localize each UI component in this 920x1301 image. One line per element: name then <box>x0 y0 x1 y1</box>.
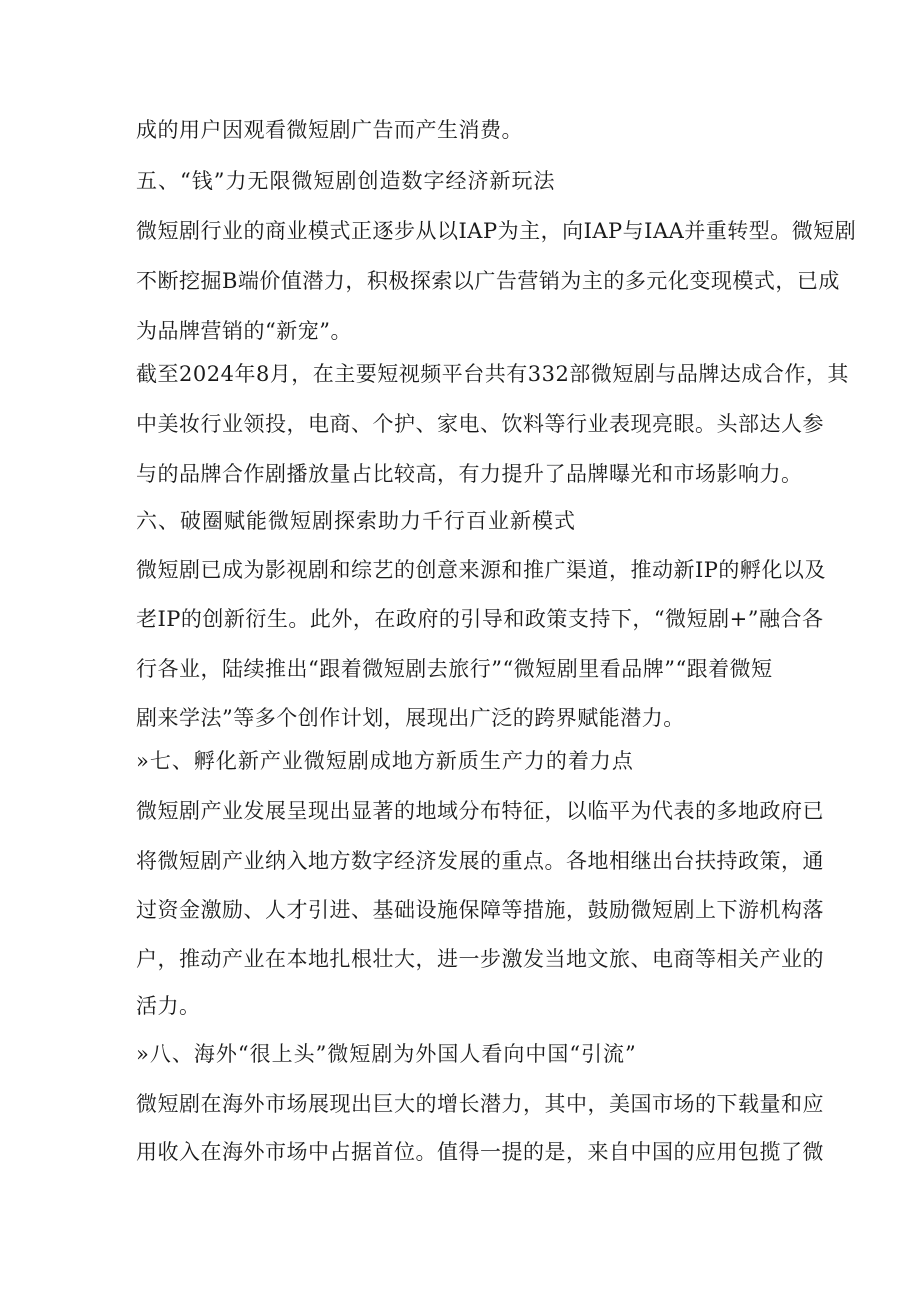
text-line: 与的品牌合作剧播放量占比较高，有力提升了品牌曝光和市场影响力。 <box>136 462 803 486</box>
text-line: 微短剧行业的商业模式正逐步从以IAP为主，向IAP与IAA并重转型。微短剧 <box>136 219 857 243</box>
text-line: 行各业，陆续推出“跟着微短剧去旅行”“微短剧里看品牌”“跟着微短 <box>136 657 773 681</box>
text-line: 老IP的创新衍生。此外，在政府的引导和政策支持下，“微短剧+”融合各 <box>136 607 824 631</box>
text-line: 将微短剧产业纳入地方数字经济发展的重点。各地相继出台扶持政策，通 <box>136 849 824 873</box>
text-line: 过资金激励、人才引进、基础设施保障等措施，鼓励微短剧上下游机构落 <box>136 898 824 922</box>
text-line: 不断挖掘B端价值潜力，积极探索以广告营销为主的多元化变现模式，已成 <box>136 269 840 293</box>
section-heading: »八、海外“很上头”微短剧为外国人看向中国“引流” <box>136 1042 637 1066</box>
text-line: 用收入在海外市场中占据首位。值得一提的是，来自中国的应用包揽了微 <box>136 1140 824 1164</box>
section-heading: 五、“钱”力无限微短剧创造数字经济新玩法 <box>136 169 556 193</box>
text-line: 成的用户因观看微短剧广告而产生消费。 <box>136 118 523 142</box>
text-line: 为品牌营销的“新宠”。 <box>136 319 352 343</box>
text-line: 微短剧已成为影视剧和综艺的创意来源和推广渠道，推动新IP的孵化以及 <box>136 558 826 582</box>
text-line: 截至2024年8月，在主要短视频平台共有332部微短剧与品牌达成合作，其 <box>136 362 849 386</box>
text-line: 户，推动产业在本地扎根壮大，进一步激发当地文旅、电商等相关产业的 <box>136 947 824 971</box>
text-line: 活力。 <box>136 994 201 1018</box>
text-line: 中美妆行业领投，电商、个护、家电、饮料等行业表现亮眼。头部达人参 <box>136 412 824 436</box>
section-heading: »七、孵化新产业微短剧成地方新质生产力的着力点 <box>136 749 634 773</box>
section-heading: 六、破圈赋能微短剧探索助力千行百业新模式 <box>136 509 576 533</box>
text-line: 微短剧产业发展呈现出显著的地域分布特征，以临平为代表的多地政府已 <box>136 799 824 823</box>
text-line: 微短剧在海外市场展现出巨大的增长潜力，其中，美国市场的下载量和应 <box>136 1092 824 1116</box>
text-line: 剧来学法”等多个创作计划，展现出广泛的跨界赋能潜力。 <box>136 706 685 730</box>
